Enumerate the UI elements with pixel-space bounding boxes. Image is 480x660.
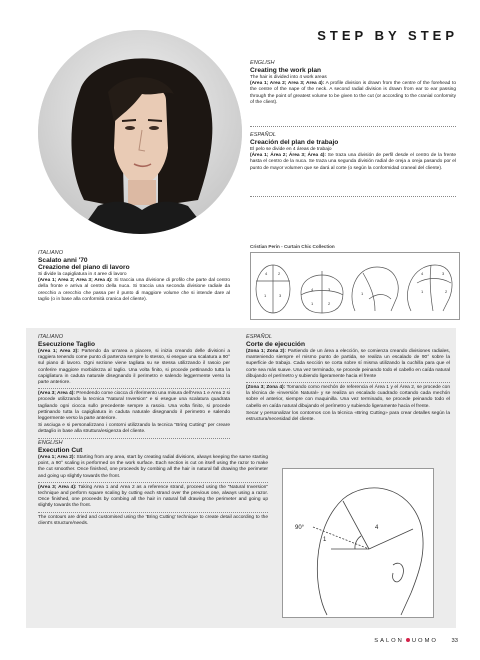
divider	[38, 438, 230, 439]
body-text: The contours are dried and customised using the 'Bring Cutting' technique to create detail according to the client's structure/needs.	[38, 514, 268, 526]
section-subheading: Creazione del piano di lavoro	[38, 264, 130, 271]
section-heading: Scalato anni '70	[38, 257, 88, 264]
diagram-back-view	[301, 271, 343, 313]
section-heading: Esecuzione Taglio	[38, 341, 96, 348]
brand-name-right: UOMO	[411, 638, 438, 644]
area-label: 1	[311, 301, 314, 306]
divider	[250, 126, 456, 127]
body-text: Si divide la capigliatura in 4 aree di lavoro (Area 1; Area 2; Area 3; Area 4): Si traccia una divisione di profilo che parte dal centro della fronte e arriva al centro della nuca. Si traccia una seconda divisione radiale da orecchio a orecchio che passa per il punto di maggiore volume che si intende dare al taglio (o in base alla conformità cranica del cliente).	[38, 272, 231, 302]
area-label: 3	[442, 271, 445, 276]
body-text: The hair is divided into 4 work areas (Area 1; Area 2; Area 3; Area 4): A profile division is drawn from the centre of the forehead to the centre of the nape of the neck. A second radial division is drawn from ear to ear passing through the point of greatest volume to be given to the cut (or according to the cranial conformity of the client).	[250, 75, 456, 105]
body-text: (Area 1; Area 2): Starting from any area, start by creating radial divisions, always keeping the same starting point, a 90° scaling is performed on the work surface. Each section is cut on itself using the razor to make the cut smoother. Once finished, one proceeds by combing all the hair in natural fall drawing the perimeter and going up slightly towards the front.	[38, 455, 268, 479]
brand-name-left: SALON	[374, 638, 404, 644]
italiano-work-plan-block	[38, 250, 230, 303]
language-label: ESPAÑOL	[246, 334, 273, 340]
diagram-side-view	[352, 267, 398, 311]
section-heading: Corte de ejecución	[246, 341, 305, 348]
language-label: ENGLISH	[250, 60, 275, 66]
brand-dot-icon	[406, 638, 410, 642]
model-portrait-photo	[38, 30, 242, 234]
diagram-profile-view	[407, 265, 452, 311]
english-work-plan-block	[250, 60, 456, 106]
area-label: 4	[375, 525, 379, 531]
divider	[246, 382, 450, 383]
language-label: ESPAÑOL	[250, 132, 277, 138]
area-label: 1	[323, 537, 327, 543]
body-text: (Area 3; Area 4): Taking Area 1 and Area 2 as a reference strand, proceed using the "Natural Inversion" technique and perform square scaling by cutting each strand over the previous one, always using a razor. Once finished, one proceeds by combing all the hair in natural fall drawing the perimeter and going up slightly towards the front.	[38, 484, 268, 509]
section-heading: Creating the work plan	[250, 67, 322, 74]
body-text: (Area 1; Area 2): Partendo da un'area a piacere, si inizia creando delle divisioni a raggiera tenendo come punto di partenza sempre lo stesso, si esegue una scalatura a 90° sul piano di lavoro. Ogni sezione viene tagliata su se stessa utilizzando il rasoio per conferire maggiore morbidezza al taglio. Una volta finito, si procede pettinando tutta la capigliatura in caduta naturale disegnando il perimetro e salendo leggermente verso la parte anteriore.	[38, 349, 230, 386]
italiano-execution-block	[38, 334, 230, 436]
divider	[38, 482, 268, 483]
divider	[38, 512, 268, 513]
body-text: Si asciuga e si personalizzano i contorni utilizzando la tecnica "Bring Cutting" per creare dettaglio in base alla struttura/esigenza del cliente.	[38, 423, 230, 435]
area-label: 1	[361, 291, 364, 296]
espanol-work-plan-block	[250, 132, 456, 172]
body-text: (Zona 1; Zona 2): Partiendo de un área a elección, se comienza creando divisiones radiales, manteniendo siempre el mismo punto de partida, se realiza un escalado de 90° sobre la superficie de trabajo. Cada sección se corta sobre sí misma utilizando la cuchilla para que el corte sea más suave. Una vez terminado, se procede peinando todo el cabello en caída natural dibujando el perímetro y subiendo ligeramente hacia el frente	[246, 349, 450, 379]
diagram-top-view	[256, 265, 290, 313]
page-section-title: STEP BY STEP	[317, 28, 458, 43]
language-label: ENGLISH	[38, 440, 63, 446]
area-label: 1	[421, 289, 424, 294]
area-label: 2	[328, 301, 331, 306]
body-text: Secar y personalizar los contornos con la técnica «Bring Cutting» para crear detalles según la estructura/necesidad del cliente.	[246, 410, 450, 423]
espanol-execution-block	[246, 334, 450, 423]
page-footer	[374, 638, 458, 644]
language-label: ITALIANO	[38, 250, 64, 256]
divider	[38, 388, 230, 389]
angle-label: 90°	[295, 525, 305, 531]
collection-caption: Cristian Perin - Curtain Chic Collection	[250, 244, 335, 249]
language-label: ITALIANO	[38, 334, 64, 340]
section-heading: Execution Cut	[38, 447, 83, 454]
section-heading: Creación del plan de trabajo	[250, 139, 339, 146]
cut-angle-diagram	[282, 468, 434, 618]
english-execution-block	[38, 440, 268, 527]
area-label: 3	[328, 287, 331, 292]
area-label: 4	[421, 271, 424, 276]
area-label: 4	[265, 271, 268, 276]
body-text: El pelo se divide en 4 áreas de trabajo (Área 1; Área 2; Área 3; Área 4): Se traza una división de perfil desde el centro de la frente hasta el centro de la nuca. Se traza una segunda división radial de oreja a oreja pasando por el punto de mayor volumen que se dará al corte (o según la conformidad craneal del cliente).	[250, 147, 456, 171]
body-text: (Zona 3; Zona 4): Tomando como mechón de referencia el Área 1 y el Área 2, se procede con la técnica de «inversión Natural» y se realiza un escalado cuadrado cortando cada mechón sobre el anterior, siempre con maquinilla. Una vez terminado, se procede peinando todo el cabello en caída natural dibujando el perímetro y subiendo ligeramente hacia el frente.	[246, 385, 450, 409]
body-text: (Area 3; Area 4): Prendendo come ciocca di riferimento una misura dell'Area 1 e Area 2 si procede utilizzando la tecnica "Natural Inversion" e si esegue una scalatura quadrata tagliando ogni ciocca sullo precedente sempre a rasoio. Una volta finito, si procede pettinando tutta la capigliatura in caduta naturale disegnando il perimetro e salendo leggermente verso la parte anteriore.	[38, 391, 230, 422]
divider	[250, 196, 456, 197]
page-number: 33	[451, 638, 458, 644]
area-label: 3	[279, 293, 282, 298]
area-label: 1	[264, 293, 267, 298]
area-label: 2	[278, 271, 281, 276]
area-label: 4	[311, 287, 314, 292]
division-diagrams	[250, 252, 460, 320]
area-label: 2	[445, 289, 448, 294]
